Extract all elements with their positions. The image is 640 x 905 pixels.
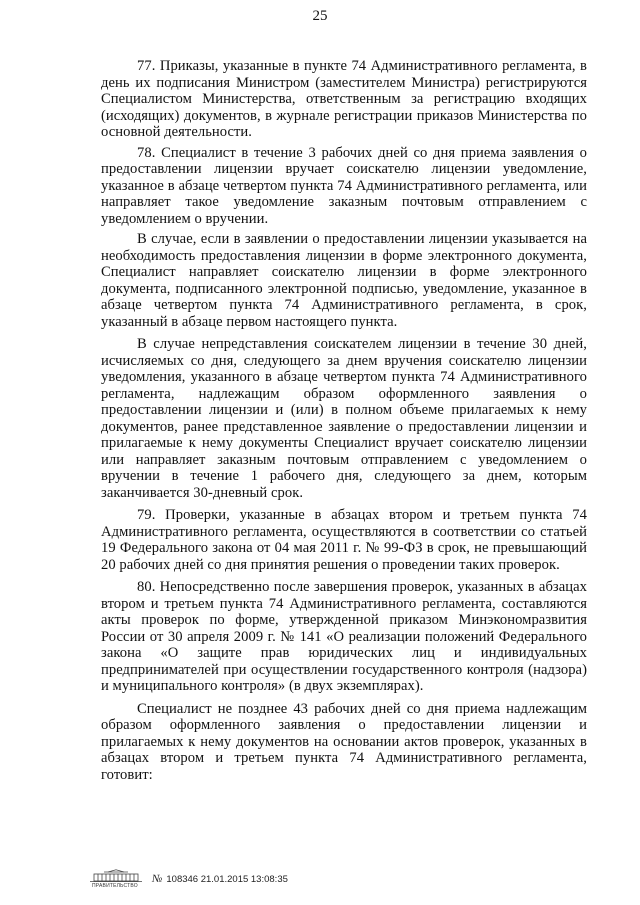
paragraph-80-preparation: Специалист не позднее 43 рабочих дней со дня приема надлежащим образом оформленного заявления о предоставлении лицензии и прилагаемых к нему документов на основании актов проверок, указанных в абзацах втором и третьем пункта 74 Административного регламента, готовит: [101,700,587,783]
paragraph-78-electronic: В случае, если в заявлении о предоставлении лицензии указывается на необходимость предоставления лицензии в форме электронного документа, Специалист направляет соискателю лицензии в форме электронного документа, подписанного электронной подписью, уведомление, указанное в абзаце четвертом пункта 74 Административного регламента, в срок, указанный в абзаце первом настоящего пункта. [101,231,587,330]
paragraph-78: 78. Специалист в течение 3 рабочих дней со дня приема заявления о предоставлении лицензии вручает соискателю лицензии уведомление, указанное в абзаце четвертом пункта 74 Административного регламента, или направляет такое уведомление заказным почтовым отправлением с уведомлением о вручении. [101,144,587,227]
document-footer [88,868,288,890]
stamp-caption: ПРАВИТЕЛЬСТВО [92,883,138,889]
document-registration-info: 108346 21.01.2015 13:08:35 [166,873,288,885]
paragraph-80: 80. Непосредственно после завершения проверок, указанных в абзацах втором и третьем пункта 74 Административного регламента, составляются акты проверок по форме, утвержденной приказом Минэкономразвития России от 30 апреля 2009 г. № 141 «О реализации положений Федерального закона «О защите прав юридических лиц и индивидуальных предпринимателей при осуществлении государственного контроля (надзора) и муниципального контроля» (в двух экземплярах). [101,579,587,694]
paragraph-78-non-submission: В случае непредставления соискателем лицензии в течение 30 дней, исчисляемых со дня, следующего за днем вручения соискателю лицензии уведомления, указанного в абзаце четвертом пункта 74 Административного регламента, надлежащим образом оформленного заявления о предоставлении лицензии и (или) в полном объеме прилагаемых к нему документов, ранее представленное заявление о предоставлении лицензии и прилагаемые к нему документы Специалист вручает соискателю лицензии или направляет заказным почтовым отправлением с уведомлением о вручении в течение 1 рабочего дня, следующего за днем, которым заканчивается 30-дневный срок. [101,336,587,501]
page-number: 25 [312,8,328,24]
number-sign: № [152,873,163,885]
document-body [101,58,587,787]
paragraph-79: 79. Проверки, указанные в абзацах втором и третьем пункта 74 Административного регламента, осуществляются в соответствии со статьей 19 Федерального закона от 04 мая 2011 г. № 99-ФЗ в срок, не превышающий 20 рабочих дней со дня принятия решения о проведении таких проверок. [101,507,587,573]
government-building-icon [88,869,144,889]
paragraph-77: 77. Приказы, указанные в пункте 74 Административного регламента, в день их подписания Министром (заместителем Министра) регистрируются Специалистом Министерства, ответственным за регистрацию входящих (исходящих) документов, в журнале регистрации приказов Министерства по основной деятельности. [101,58,587,140]
